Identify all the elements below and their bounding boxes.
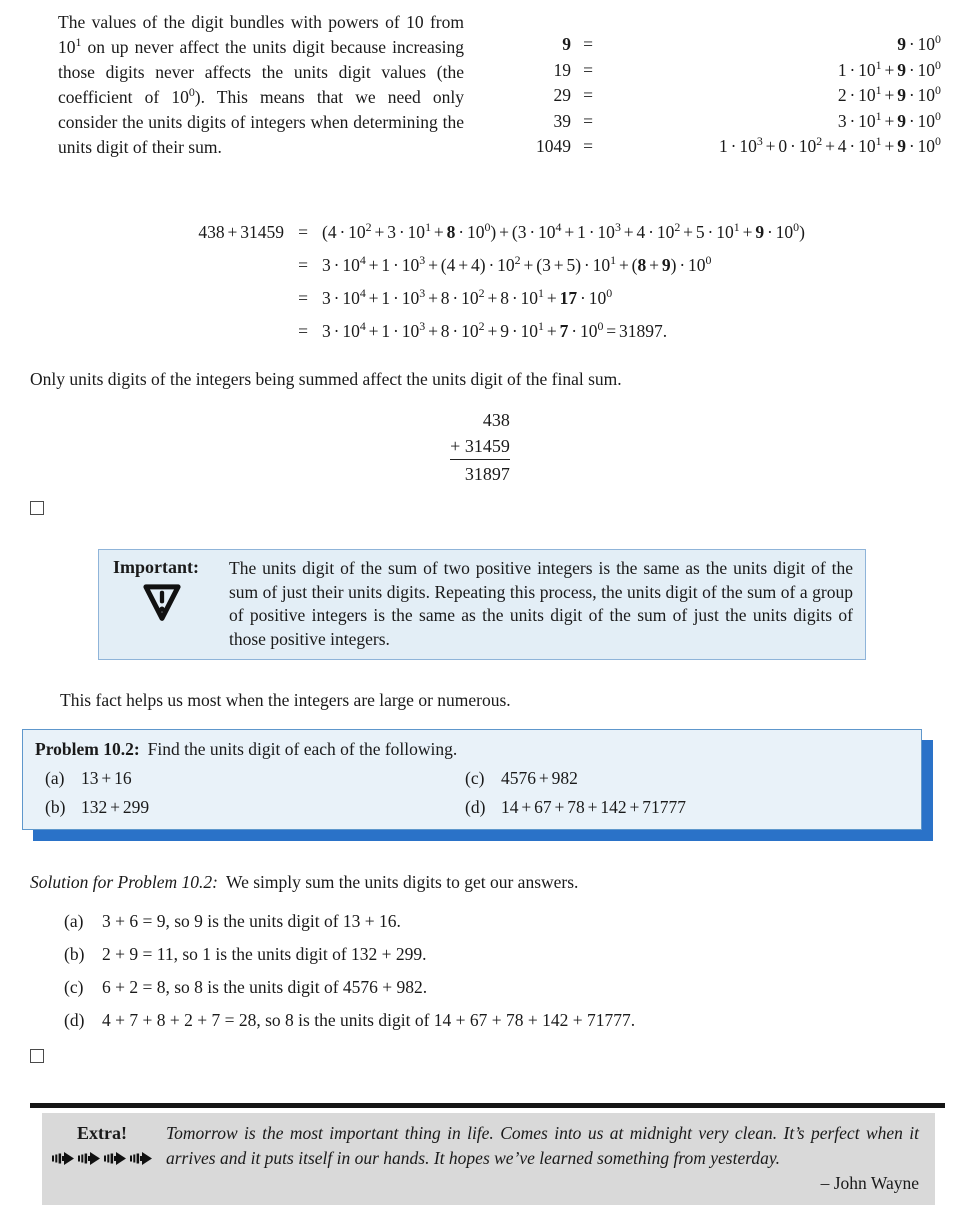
solution-items	[0, 909, 960, 1033]
equation-rhs: $9 \cdot 10^0$	[897, 32, 941, 54]
intro-paragraph: The values of the digit bundles with powers of 10 from $10^1$ on up never affect the units digit because increasing those digits never affects the units digit values (the coefficient of $10^0$). This means that we need only consider the units digits of integers when determining the units digit of their sum.	[58, 12, 465, 157]
equation-lhs: 19	[553, 59, 571, 80]
equation-rhs: $(4 \cdot 10^2 + 3 \cdot 10^1 + 8 \cdot 10^0) + (3 \cdot 10^4 + 1 \cdot 10^3 + 4 \cdot 10^2 + 5 \cdot 10^1 + 9 \cdot 10^0)$	[322, 220, 805, 242]
item-text: 6 + 2 = 8, so 8 is the units digit of 4576 + 982.	[102, 977, 428, 997]
problem-part-b	[35, 795, 455, 820]
important-label	[107, 557, 217, 651]
equation-rhs: $3 \cdot 10^4 + 1 \cdot 10^3 + (4 + 4) \cdot 10^2 + (3 + 5) \cdot 10^1 + (8 + 9) \cdot 10^0$	[322, 253, 712, 275]
equation-rhs: $3 \cdot 10^1 + 9 \cdot 10^0$	[837, 108, 941, 131]
equation-rhs: $1 \cdot 10^3 + 0 \cdot 10^2 + 4 \cdot 10^1 + 9 \cdot 10^0$	[719, 134, 941, 156]
solution-paragraph	[30, 870, 960, 895]
extra-label-text: Extra!	[77, 1123, 127, 1143]
part-expression: 14 + 67 + 78 + 142 + 71777	[501, 797, 686, 817]
addend-bottom: + 31459	[450, 436, 510, 456]
vertical-addition	[450, 407, 510, 487]
expansion-equations	[88, 216, 960, 348]
item-letter: (b)	[64, 944, 85, 964]
equation-rhs: $2 \cdot 10^1 + 9 \cdot 10^0$	[837, 83, 941, 105]
equals-sign: =	[583, 59, 593, 80]
item-text: 4 + 7 + 8 + 2 + 7 = 28, so 8 is the units digit of 14 + 67 + 78 + 142 + 71777.	[102, 1010, 636, 1030]
part-expression: 4576 + 982	[501, 768, 578, 788]
equation-lhs	[88, 249, 284, 282]
problem-title	[35, 736, 909, 762]
equals-sign: =	[298, 288, 308, 308]
warning-icon	[139, 581, 185, 625]
divider-rule	[30, 1103, 945, 1108]
equation-lhs: 39	[553, 110, 571, 131]
part-letter: (a)	[45, 768, 65, 788]
item-letter: (a)	[64, 911, 84, 931]
problem-part-c	[455, 766, 909, 791]
equals-sign: =	[298, 321, 308, 341]
part-letter: (d)	[465, 797, 486, 817]
part-expression: 132 + 299	[81, 797, 150, 817]
top-section	[0, 0, 960, 186]
units-digit-note: Only units digits of the integers being summed affect the units digit of the final sum.	[30, 369, 622, 389]
part-letter: (b)	[45, 797, 66, 817]
problem-statement: Find the units digit of each of the following.	[147, 739, 458, 759]
item-text: 3 + 6 = 9, so 9 is the units digit of 13 + 16.	[102, 911, 401, 931]
equation-rhs: $3 \cdot 10^4 + 1 \cdot 10^3 + 8 \cdot 10^2 + 9 \cdot 10^1 + 7 \cdot 10^0 = 31897$.	[322, 319, 668, 341]
solution-item-b	[64, 942, 960, 967]
sum-result: 31897	[450, 459, 510, 487]
solution-item-a	[64, 909, 960, 934]
item-text: 2 + 9 = 11, so 1 is the units digit of 132 + 299.	[102, 944, 427, 964]
equals-sign: =	[583, 34, 593, 54]
addend-top: 438	[482, 410, 510, 430]
extra-attribution: – John Wayne	[820, 1173, 919, 1193]
equation-rhs: $1 \cdot 10^1 + 9 \cdot 10^0$	[837, 57, 941, 80]
solution-item-d	[64, 1008, 960, 1033]
problem-parts	[35, 766, 909, 820]
triple-arrows-icon	[52, 1151, 156, 1166]
equation-lhs: 9	[562, 34, 571, 54]
equals-sign: =	[583, 110, 593, 131]
important-text: The units digit of the sum of two positive integers is the same as the units digit of the sum of just their units digits. Repeating this process, the units digit of the sum of a group of positive integers is the same as the units digit of the sum of just the units digits of those positive integers.	[229, 558, 853, 649]
equation-lhs	[88, 315, 284, 348]
part-expression: 13 + 16	[81, 768, 132, 788]
solution-item-c	[64, 975, 960, 1000]
part-letter: (c)	[465, 768, 485, 788]
problem-part-a	[35, 766, 455, 791]
equals-sign: =	[298, 255, 308, 275]
equation-lhs: 29	[553, 85, 571, 105]
end-of-proof-square	[30, 501, 44, 515]
extra-box	[42, 1113, 935, 1205]
equals-sign: =	[583, 85, 593, 105]
item-letter: (c)	[64, 977, 84, 997]
item-letter: (d)	[64, 1010, 85, 1030]
equals-sign: =	[583, 136, 593, 156]
end-of-proof-square	[30, 1049, 44, 1063]
important-box	[98, 549, 866, 660]
solution-label: Solution for Problem 10.2:	[30, 872, 218, 892]
equation-lhs: 438 + 31459	[198, 222, 284, 242]
problem-part-d	[455, 795, 909, 820]
solution-intro: We simply sum the units digits to get our answers.	[225, 872, 579, 892]
equation-lhs: 1049	[536, 136, 571, 156]
problem-box	[22, 729, 922, 830]
transition-note: This fact helps us most when the integers are large or numerous.	[60, 690, 511, 710]
equation-lhs	[88, 282, 284, 315]
problem-label: Problem 10.2:	[35, 739, 140, 759]
extra-label	[52, 1121, 152, 1196]
important-label-text: Important:	[113, 557, 199, 577]
place-value-equations	[515, 32, 941, 186]
equals-sign: =	[298, 222, 308, 242]
extra-quote-block	[166, 1121, 919, 1196]
extra-quote: Tomorrow is the most important thing in life. Comes into us at midnight very clean. It’s perfect when it arrives and it puts itself in our hands. It hopes we’ve learned something from yesterday.	[166, 1123, 919, 1168]
equation-rhs: $3 \cdot 10^4 + 1 \cdot 10^3 + 8 \cdot 10^2 + 8 \cdot 10^1 + 17 \cdot 10^0$	[322, 286, 613, 308]
